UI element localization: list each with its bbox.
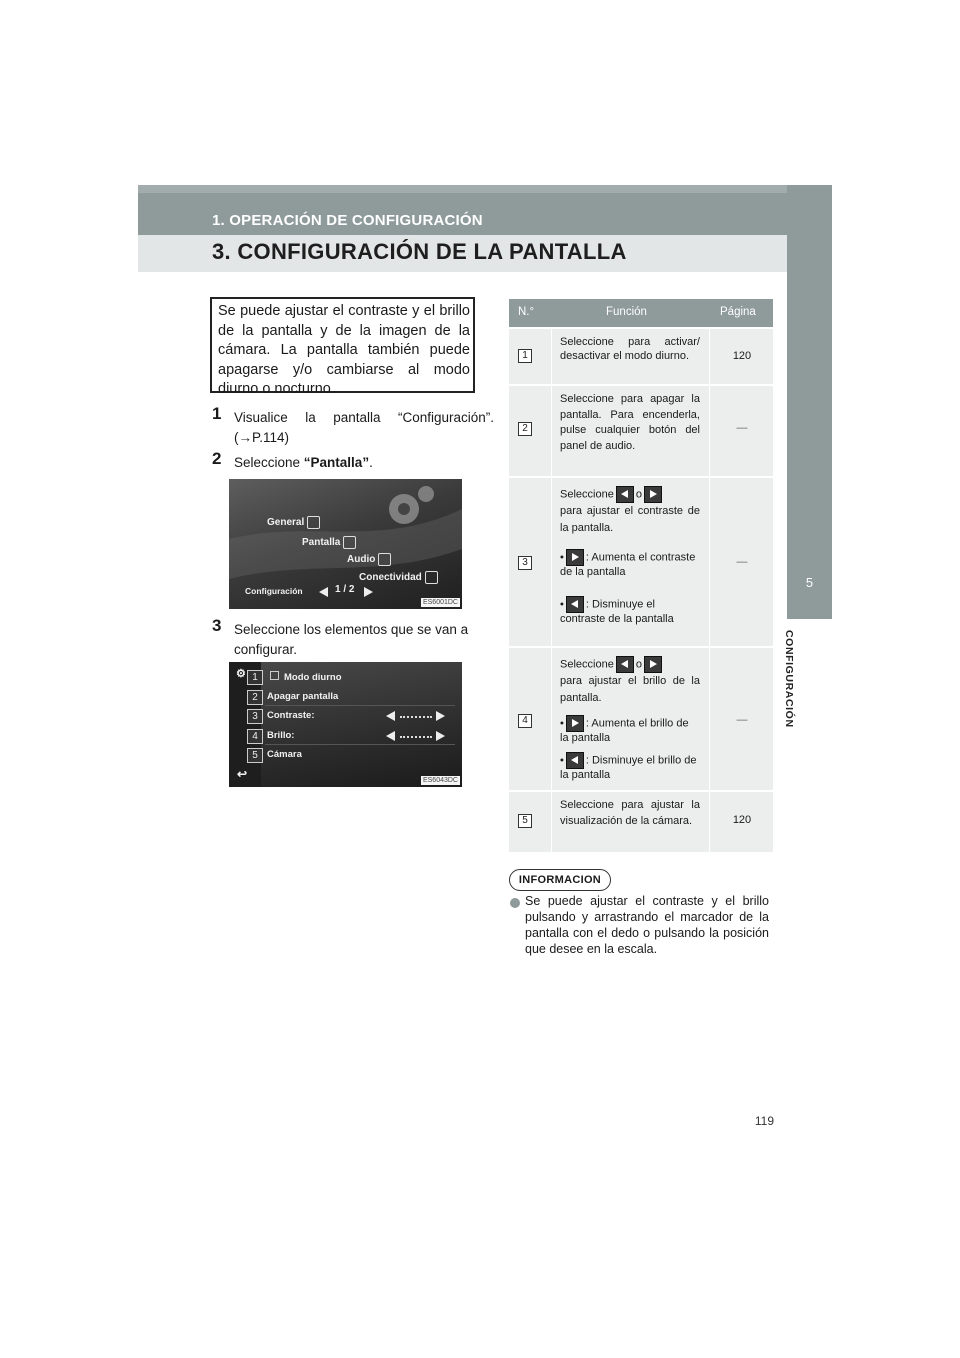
- contrast-scale: [400, 712, 432, 718]
- header-page: Página: [720, 306, 756, 318]
- row-page: —: [736, 714, 748, 726]
- section-label: 1. OPERACIÓN DE CONFIGURACIÓN: [212, 212, 483, 229]
- table-row: [509, 648, 773, 790]
- row-function: Seleccione para ajustar la visualización de la cámara.: [560, 799, 700, 827]
- step-text: Visualice la pantalla “Configuración”. (→P.114): [234, 410, 494, 445]
- screen-row-apagar: Apagar pantalla: [267, 691, 339, 702]
- menu-item-conectividad: Conectividad: [359, 571, 438, 584]
- settings-mini-icon: ⚙: [236, 668, 246, 680]
- info-label: INFORMACION: [509, 869, 611, 891]
- settings-screen: [229, 479, 462, 609]
- row-number: 1: [518, 349, 532, 363]
- prev-page-icon: [319, 587, 328, 597]
- display-icon: [343, 536, 356, 549]
- callout-4: 4: [247, 729, 263, 744]
- table-row: [509, 329, 773, 384]
- back-icon: ↩: [237, 767, 248, 781]
- contrast-left-icon: [386, 711, 395, 721]
- header-function: Función: [606, 306, 647, 318]
- triangle-left-icon: [566, 752, 584, 769]
- menu-item-general: General: [267, 516, 320, 529]
- chapter-number: 5: [805, 575, 814, 590]
- screen-row-brillo: Brillo:: [267, 730, 295, 741]
- bullet-dot-icon: [510, 898, 520, 908]
- info-text: Se puede ajustar el contraste y el brillo pulsando y arrastrando el marcador de la pantalla con el dedo o pulsando la posición que desee en la escala.: [525, 894, 769, 956]
- contrast-right-icon: [436, 711, 445, 721]
- step-text: Seleccione los elementos que se van a configurar.: [234, 622, 469, 657]
- checkbox-icon: [270, 671, 279, 680]
- gear-icon: [307, 516, 320, 529]
- row-page: —: [736, 422, 748, 434]
- triangle-left-icon: [616, 486, 634, 503]
- figure-code: ES6043DC: [422, 777, 458, 784]
- table-row: [509, 386, 773, 476]
- step-number: 3: [212, 616, 222, 635]
- row-divider: [265, 705, 455, 706]
- bullet-decrease: • : Disminuye el brillo de la pantalla: [560, 752, 700, 781]
- row-page: 120: [732, 350, 752, 362]
- chapter-tab: [787, 185, 832, 619]
- callout-3: 3: [247, 709, 263, 724]
- screen-row-modo-diurno: Modo diurno: [270, 671, 342, 683]
- callout-2: 2: [247, 690, 263, 705]
- row-page: 120: [732, 814, 752, 826]
- row-divider: [265, 744, 455, 745]
- triangle-right-icon: [566, 715, 584, 732]
- triangle-left-icon: [616, 656, 634, 673]
- page-indicator: 1 / 2: [335, 584, 355, 595]
- triangle-left-icon: [566, 596, 584, 613]
- screen-row-contraste: Contraste:: [267, 710, 315, 721]
- table-header: [509, 299, 773, 327]
- triangle-right-icon: [644, 486, 662, 503]
- step-text: Seleccione “Pantalla”.: [234, 455, 373, 470]
- step-number: 2: [212, 449, 222, 468]
- bullet-increase: • : Aumenta el contraste de la pantalla: [560, 549, 700, 578]
- row-function: Seleccione para activar/ desactivar el modo diurno.: [560, 336, 700, 362]
- brightness-scale: [400, 732, 432, 738]
- connectivity-icon: [425, 571, 438, 584]
- row-page: —: [736, 556, 748, 568]
- row-number: 2: [518, 422, 532, 436]
- audio-icon: [378, 553, 391, 566]
- row-function: Seleccione para apagar la pantalla. Para encenderla, pulse cualquier botón del panel de audio.: [560, 393, 700, 452]
- row-function: Seleccione o para ajustar el contraste de la pantalla.: [560, 486, 700, 537]
- callout-1: 1: [247, 670, 263, 685]
- row-function: Seleccione o para ajustar el brillo de la pantalla.: [560, 656, 700, 707]
- header-band-top: [138, 185, 832, 193]
- triangle-right-icon: [644, 656, 662, 673]
- row-number: 4: [518, 714, 532, 728]
- bullet-increase: • : Aumenta el brillo de la pantalla: [560, 715, 700, 744]
- triangle-right-icon: [566, 549, 584, 566]
- row-number: 5: [518, 814, 532, 828]
- table-row: [509, 792, 773, 852]
- menu-item-pantalla: Pantalla: [302, 536, 356, 549]
- header-no: N.°: [518, 306, 535, 318]
- page-title: 3. CONFIGURACIÓN DE LA PANTALLA: [212, 239, 627, 264]
- row-number: 3: [518, 556, 532, 570]
- menu-item-audio: Audio: [347, 553, 391, 566]
- screen-row-camara: Cámara: [267, 749, 302, 760]
- table-row: [509, 478, 773, 646]
- step-number: 1: [212, 404, 222, 423]
- bullet-decrease: • : Disminuye el contraste de la pantalla: [560, 596, 700, 625]
- screen-footer-label: Configuración: [245, 586, 303, 596]
- chapter-label: CONFIGURACIÓN: [783, 630, 795, 728]
- figure-code: ES6001DC: [422, 599, 458, 606]
- intro-box: [210, 297, 475, 397]
- intro-text: Se puede ajustar el contraste y el brillo de la pantalla y de la imagen de la cámara. La pantalla también puede apagarse y/o cambiarse al modo diurno o nocturno.: [218, 303, 470, 397]
- brightness-left-icon: [386, 731, 395, 741]
- brightness-right-icon: [436, 731, 445, 741]
- page-number: 119: [754, 1114, 774, 1128]
- next-page-icon: [364, 587, 373, 597]
- pantalla-screen: [229, 662, 462, 787]
- callout-5: 5: [247, 748, 263, 763]
